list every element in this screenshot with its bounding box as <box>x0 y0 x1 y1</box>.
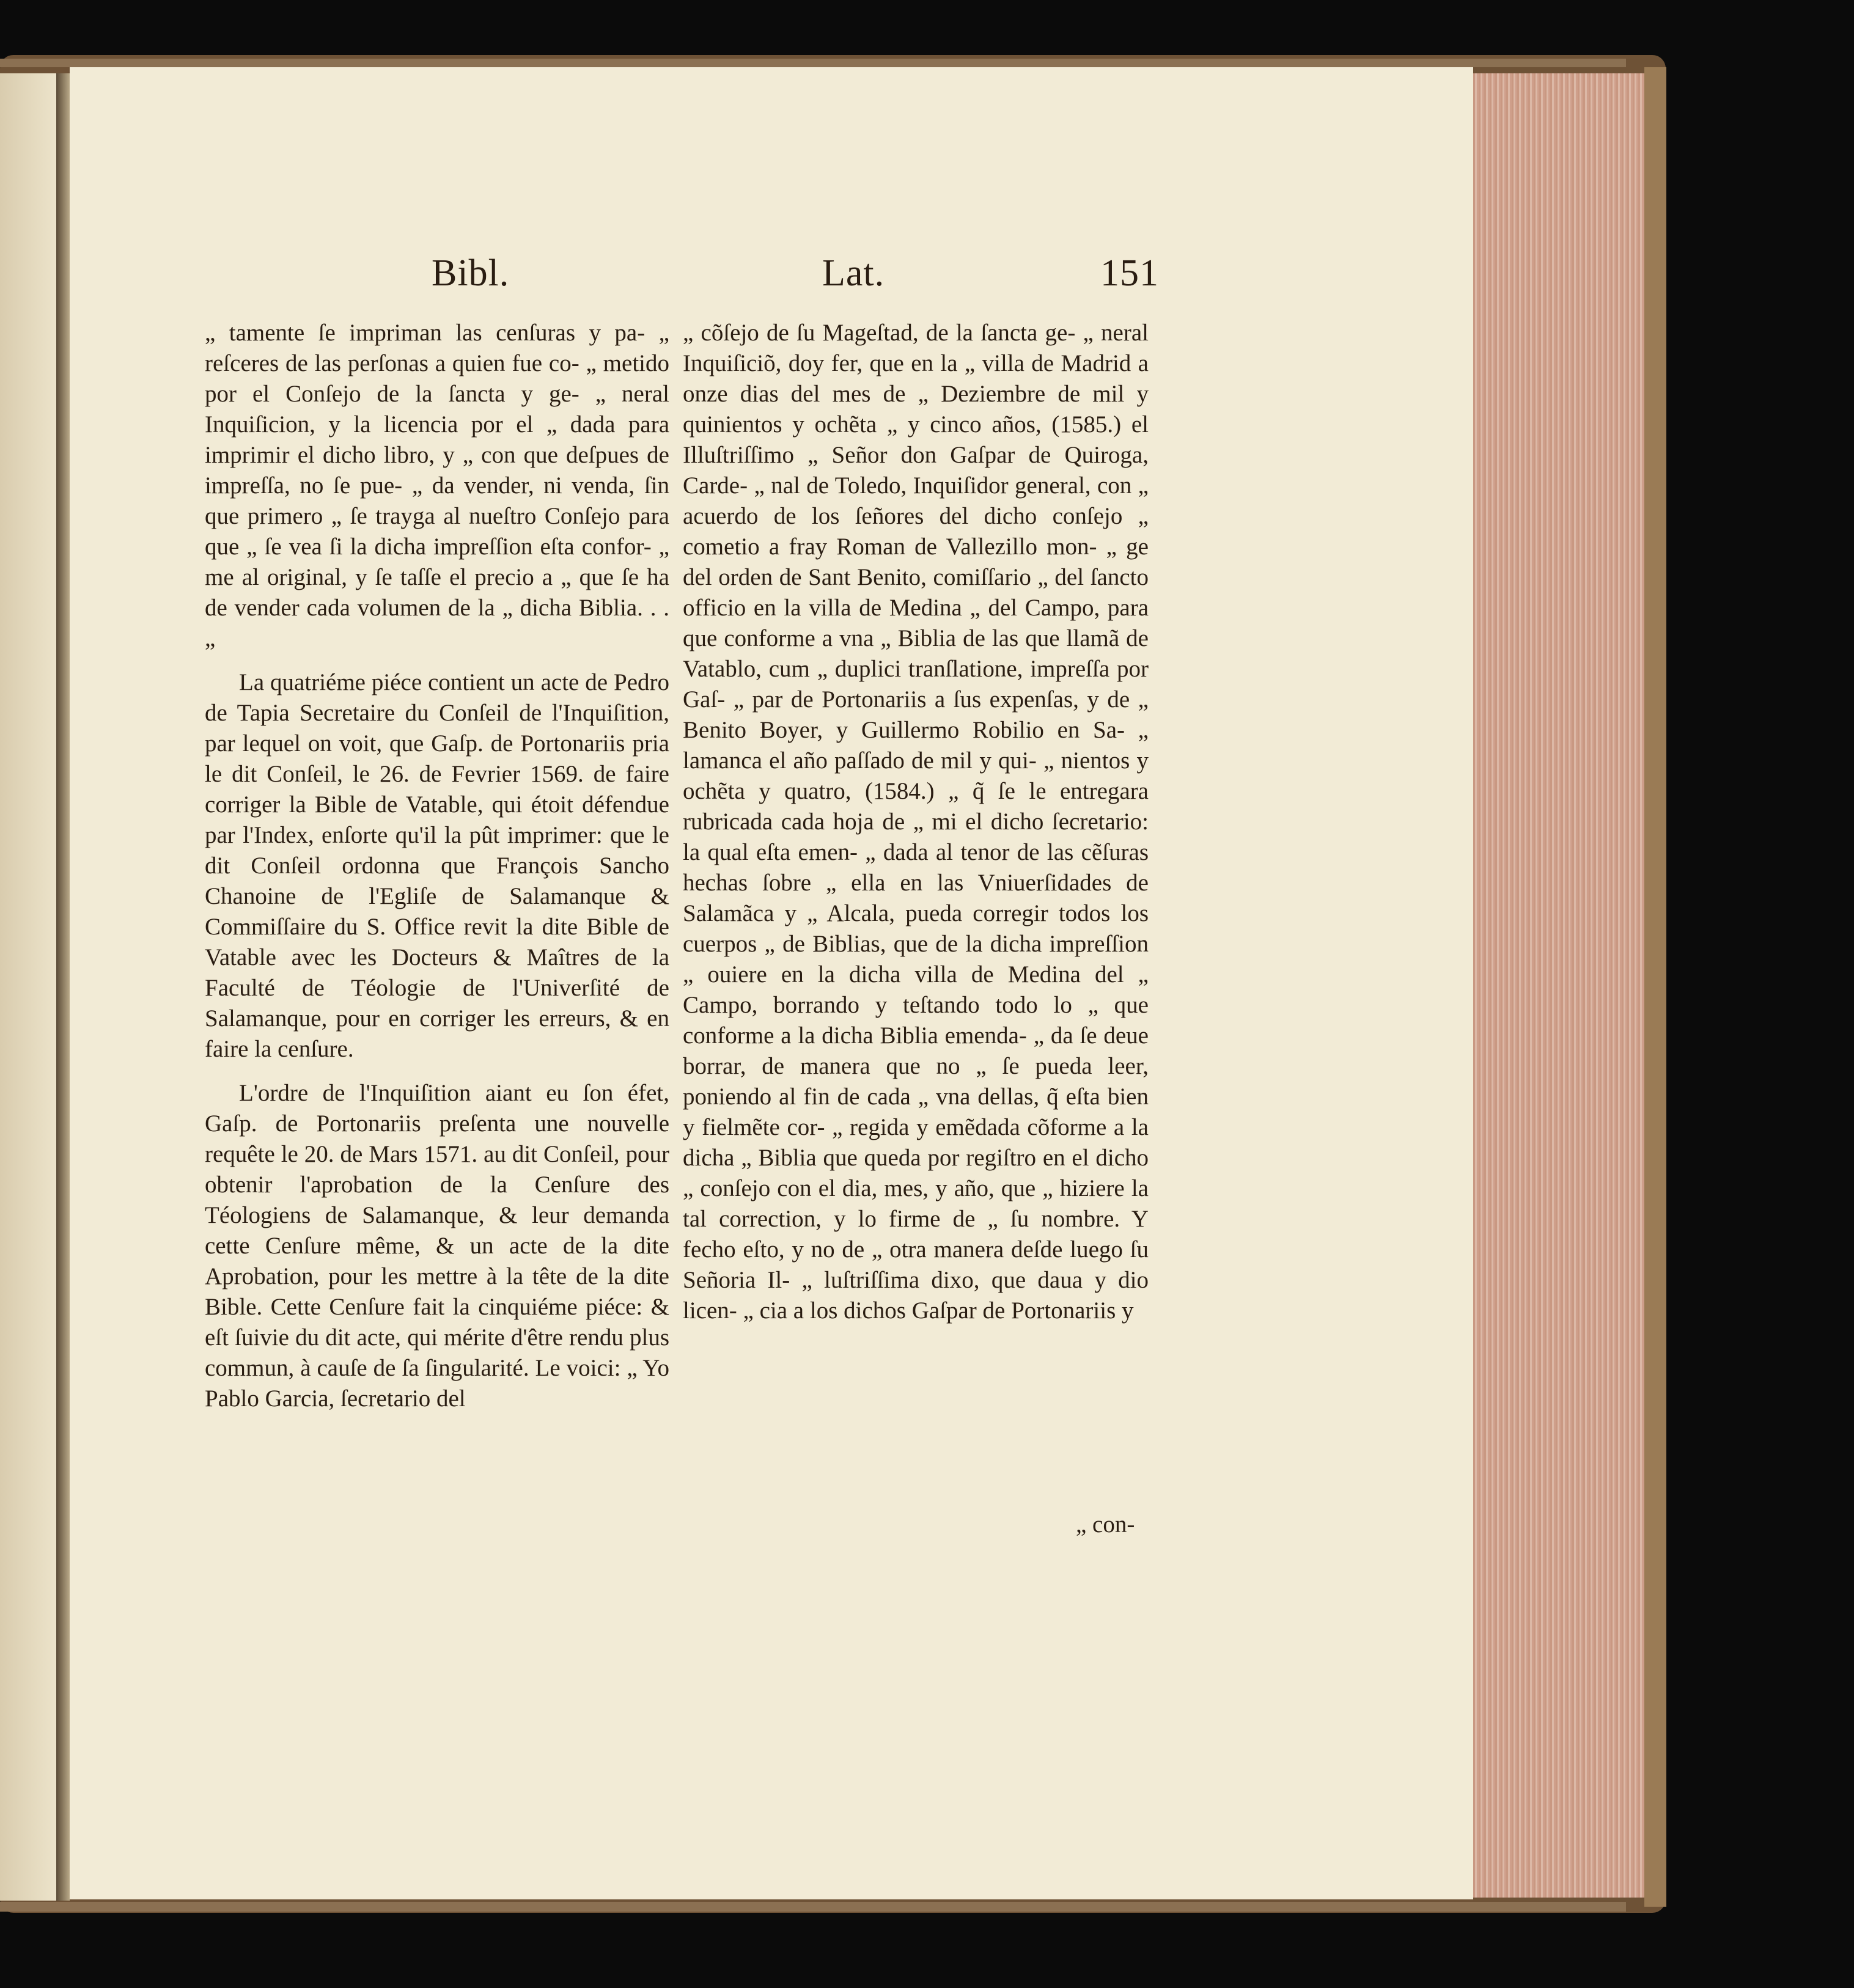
previous-page-edge <box>0 73 56 1901</box>
page-block-fore-edge <box>1473 73 1644 1898</box>
catchword: „ con- <box>1076 1511 1135 1538</box>
book-gutter <box>56 73 70 1901</box>
binding-top-edge <box>0 59 1626 67</box>
binding-bottom-edge <box>0 1902 1626 1912</box>
quoted-text-paragraph: „ tamente ſe impriman las cenſuras y pa- „ reſceres de las perſonas a quien fue co- „ metido por el Conſejo de la ſancta y ge- „ neral Inquiſicion, y la licencia por el „ dada para imprimir el dicho libro, y „ con que deſpues de impreſſa, no ſe pue- „ da vender, ni venda, ſin que primero „ ſe trayga al nueſtro Conſejo para que „ ſe vea ſi la dicha impreſſion eſta confor- „ me al original, y ſe taſſe el precio a „ que ſe ha de vender cada volumen de la „ dicha Biblia. . . „ <box>205 320 669 651</box>
paragraph-order-inquisition: L'ordre de l'Inquiſition aiant eu ſon éfet, Gaſp. de Portonariis preſenta une nouvelle requête le 20. de Mars 1571. au dit Conſeil, pour obtenir l'aprobation de la Cenſure des Téologiens de Salamanque, & leur demanda cette Cenſure même, & un acte de la dite Aprobation, pour les mettre à la tête de la dite Bible. Cette Cenſure fait la cinquiéme piéce: & eſt ſuivie du dit acte, qui mérite d'être rendu plus commun, à cauſe de ſa ſingularité. Le voici: „ Yo Pablo Garcia, ſecretario del <box>205 1080 669 1412</box>
cover-edge <box>1644 67 1666 1907</box>
paragraph-fourth-piece: La quatriéme piéce contient un acte de Pedro de Tapia Secretaire du Conſeil de l'Inquiſition, par lequel on voit, que Gaſp. de Portonariis pria le dit Conſeil, le 26. de Fevrier 1569. de faire corriger la Bible de Vatable, qui étoit défendue par l'Index, enſorte qu'il la pût imprimer: que le dit Conſeil ordonna que François Sancho Chanoine de l'Egliſe de Salamanque & Commiſſaire du S. Office revit la dite Bible de Vatable avec les Docteurs & Maîtres de la Faculté de Téologie de l'Univerſité de Salamanque, pour en corriger les erreurs, & en faire la cenſure. <box>205 669 669 1062</box>
quoted-decree-paragraph: „ cõſejo de ſu Mageſtad, de la ſancta ge- „ neral Inquiſiciõ, doy fer, que en la „ villa de Madrid a onze dias del mes de „ Deziembre de mil y quinientos y ochẽta „ y cinco años, (1585.) el Illuſtriſſimo „ Señor don Gaſpar de Quiroga, Carde- „ nal de Toledo, Inquiſidor general, con „ acuerdo de los ſeñores del dicho conſejo „ cometio a fray Roman de Vallezillo mon- „ ge del orden de Sant Benito, comiſſario „ del ſancto officio en la villa de Medina „ del Campo, para que conforme a vna „ Biblia de las que llamã de Vatablo, cum „ duplici tranſlatione, impreſſa por Gaſ- „ par de Portonariis a ſus expenſas, y de „ Benito Boyer, y Guillermo Robilio en Sa- „ lamanca el año paſſado de mil y qui- „ nientos y ochẽta y quatro, (1584.) „ q̃ ſe le entregara rubricada cada hoja de „ mi el dicho ſecretario: la qual eſta emen- „ dada al tenor de las cẽſuras hechas ſobre „ ella en las Vniuerſidades de Salamãca y „ Alcala, pueda corregir todos los cuerpos „ de Biblias, que de la dicha impreſſion „ ouiere en la dicha villa de Medina del „ Campo, borrando y teſtando todo lo „ que conforme a la dicha Biblia emenda- „ da ſe deue borrar, de manera que no „ ſe pueda leer, poniendo al fin de cada „ vna dellas, q̃ eſta bien y fielmẽte cor- „ regida y emẽdada cõforme a la dicha „ Biblia que queda por regiſtro en el dicho „ conſejo con el dia, mes, y año, que „ hiziere la tal correction, y lo firme de „ ſu nombre. Y fecho eſto, y no de „ otra manera deſde luego ſu Señoria Il- „ luſtriſſima dixo, que daua y dio licen- „ cia a los dichos Gaſpar de Portonariis y <box>683 320 1149 1324</box>
running-head-center: Lat. <box>822 252 885 294</box>
running-head-left: Bibl. <box>432 252 510 294</box>
text-column-left <box>205 318 669 1414</box>
page-number: 151 <box>1100 252 1159 294</box>
text-column-right <box>683 318 1149 1326</box>
